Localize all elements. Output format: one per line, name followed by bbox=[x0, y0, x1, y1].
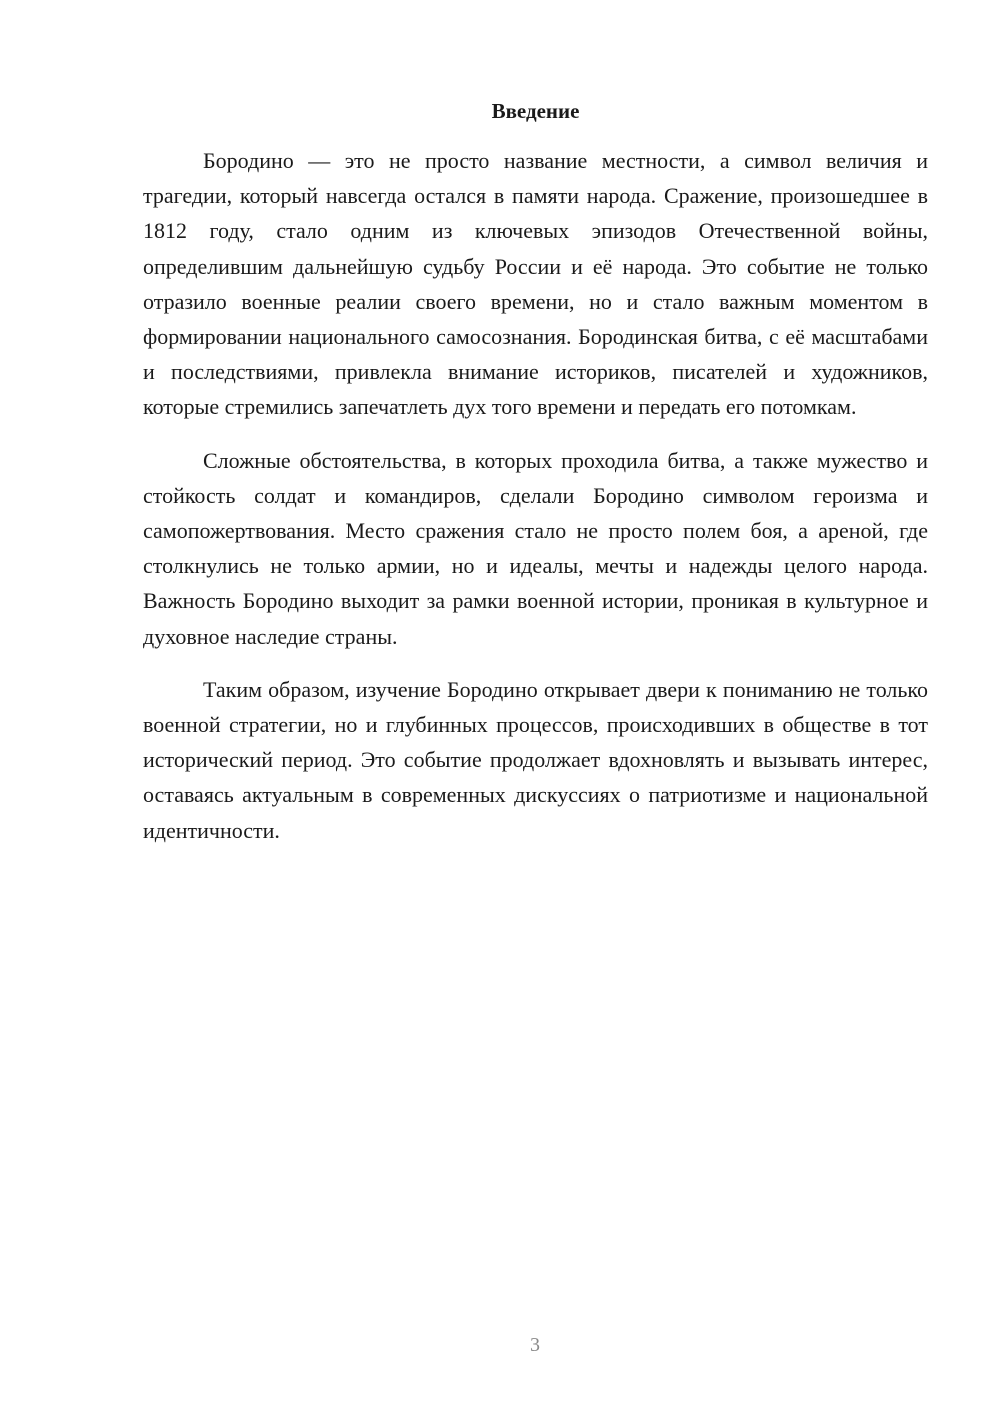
body-text bbox=[143, 143, 928, 866]
paragraph-1: Бородино — это не просто название местности, а символ величия и трагедии, который навсегда остался в памяти народа. Сражение, произошедшее в 1812 году, стало одним из ключевых эпизодов Отечественной войны, определившим дальнейшую судьбу России и её народа. Это событие не только отразило военные реалии своего времени, но и стало важным моментом в формировании национального самосознания. Бородинская битва, с её масштабами и последствиями, привлекла внимание историков, писателей и художников, которые стремились запечатлеть дух того времени и передать его потомкам. bbox=[143, 148, 928, 420]
page-number: 3 bbox=[530, 1334, 540, 1356]
section-heading: Введение bbox=[491, 99, 580, 123]
paragraph-2: Сложные обстоятельства, в которых проходила битва, а также мужество и стойкость солдат и командиров, сделали Бородино символом героизма и самопожертвования. Место сражения стало не просто полем боя, а ареной, где столкнулись не только армии, но и идеалы, мечты и надежды целого народа. Важность Бородино выходит за рамки военной истории, проникая в культурное и духовное наследие страны. bbox=[143, 447, 928, 649]
paragraph-3: Таким образом, изучение Бородино открывает двери к пониманию не только военной стратегии, но и глубинных процессов, происходивших в обществе в тот исторический период. Это событие продолжает вдохновлять и вызывать интерес, оставаясь актуальным в современных дискуссиях о патриотизме и национальной идентичности. bbox=[143, 676, 928, 843]
